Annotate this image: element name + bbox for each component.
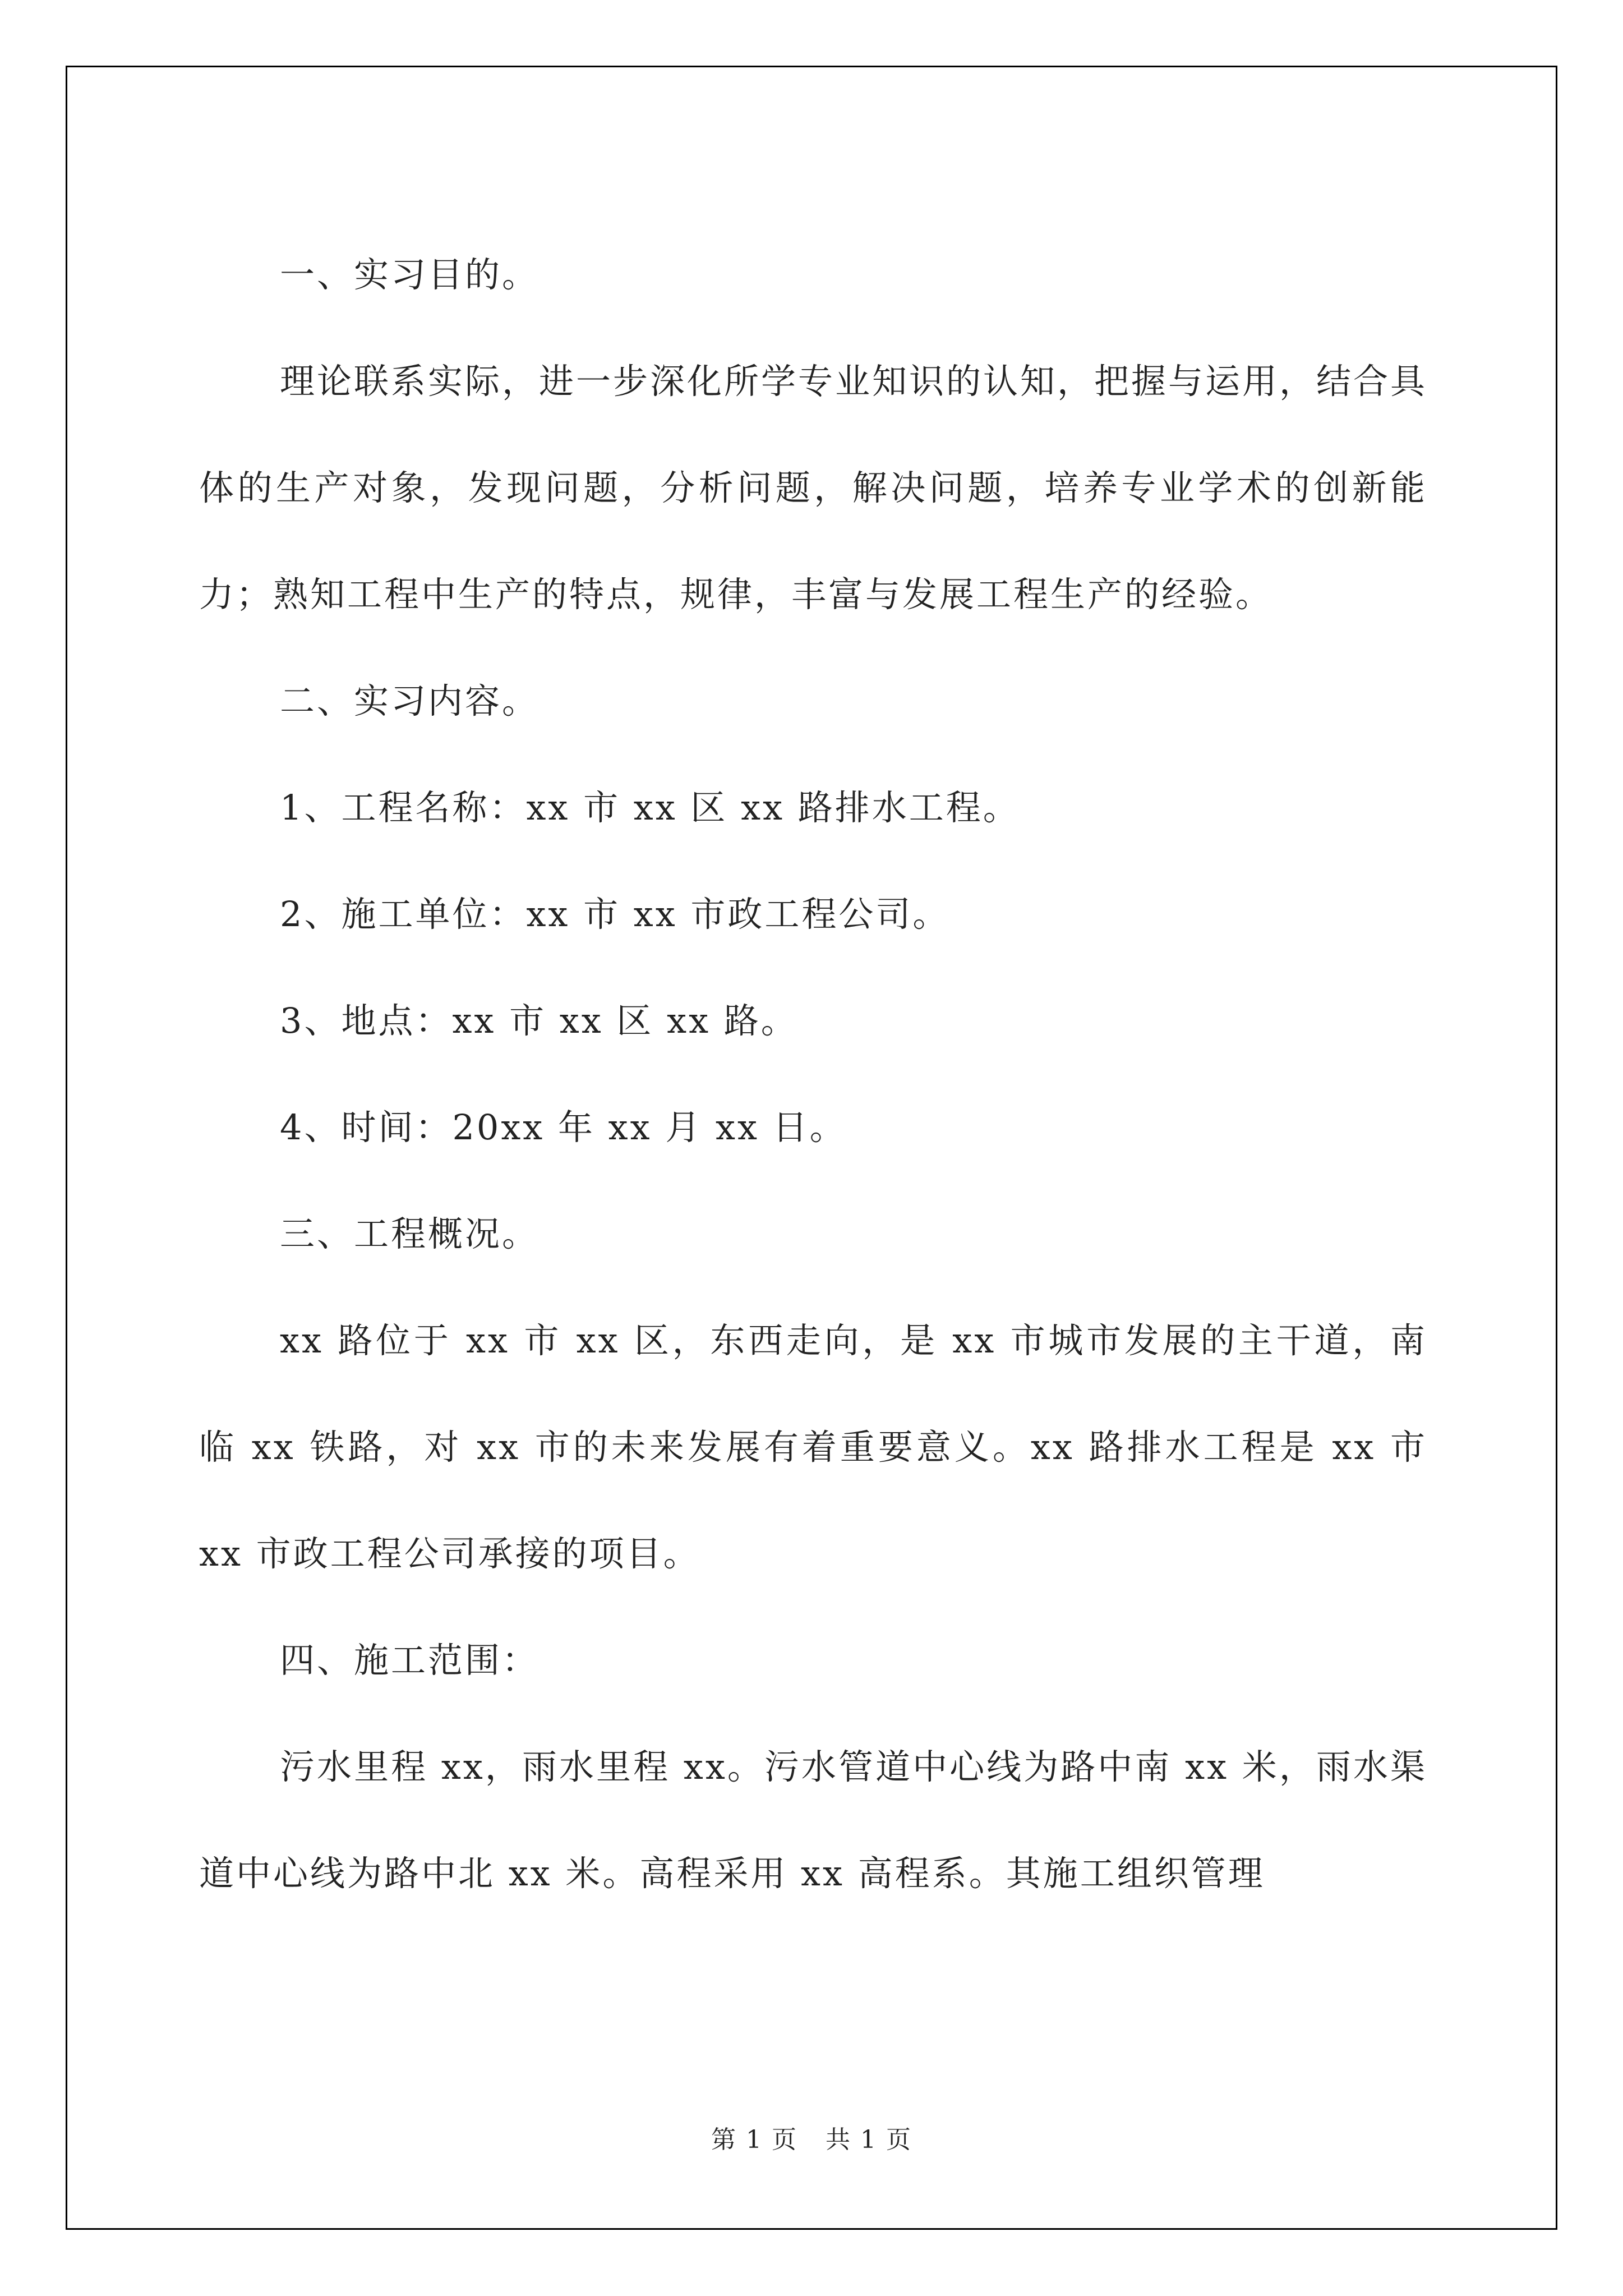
list-item-time: 4、时间：20xx 年 xx 月 xx 日。	[280, 1107, 847, 1148]
list-item-location: 3、地点：xx 市 xx 区 xx 路。	[280, 1000, 798, 1041]
paragraph-overview: xx 路位于 xx 市 xx 区，东西走向，是 xx 市城市发展的主干道，南临 xx 铁路，对 xx 市的未来发展有着重要意义。xx 路排水工程是 xx 市 xx 市政工程公司承接的项目。	[199, 1320, 1427, 1574]
section-heading-overview: 三、工程概况。	[280, 1213, 540, 1254]
page-number-current: 第 1 页	[711, 2125, 797, 2154]
section-heading-content: 二、实习内容。	[280, 680, 540, 721]
document-body	[199, 222, 1427, 1927]
section-heading-purpose: 一、实习目的。	[280, 254, 540, 295]
page-footer	[0, 2119, 1623, 2155]
page-number-total: 共 1 页	[826, 2125, 912, 2154]
section-heading-scope: 四、施工范围：	[280, 1640, 540, 1681]
paragraph-purpose: 理论联系实际，进一步深化所学专业知识的认知，把握与运用，结合具体的生产对象，发现问题，分析问题，解决问题，培养专业学术的创新能力；熟知工程中生产的特点，规律，丰富与发展工程生产的经验。	[199, 361, 1428, 615]
paragraph-scope: 污水里程 xx，雨水里程 xx。污水管道中心线为路中南 xx 米，雨水渠道中心线为路中北 xx 米。高程采用 xx 高程系。其施工组织管理	[199, 1746, 1427, 1894]
list-item-project-name: 1、工程名称：xx 市 xx 区 xx 路排水工程。	[280, 787, 1020, 828]
list-item-contractor: 2、施工单位：xx 市 xx 市政工程公司。	[280, 894, 950, 935]
